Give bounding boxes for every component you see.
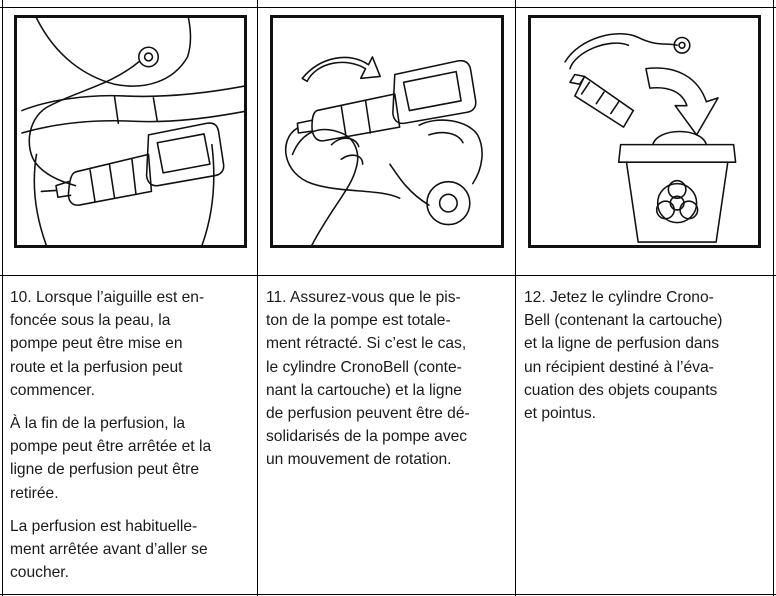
table-border-top — [0, 7, 776, 8]
pump-on-abdomen-illustration — [14, 15, 247, 248]
step-12-paragraph-1: 12. Jetez le cylindre Crono- Bell (contenant la cartouche) et la ligne de perfusion dans un récipient destiné à l’éva- cuation des objets coupants et pointus. — [524, 289, 723, 423]
table-border-left — [2, 0, 3, 596]
detach-cylinder-rotation-illustration — [270, 15, 504, 248]
step-10-paragraph-3: La perfusion est habituelle- ment arrêtée avant d’aller se coucher. — [10, 517, 208, 582]
column-divider-1 — [257, 0, 258, 596]
step-10-caption — [10, 286, 254, 594]
column-divider-2 — [515, 0, 516, 596]
step-10-paragraph-1: 10. Lorsque l’aiguille est en- foncée sous la peau, la pompe peut être mise en route et la perfusion peut commencer. — [10, 289, 205, 399]
step-12-caption — [524, 286, 770, 435]
step-11-paragraph-1: 11. Assurez-vous que le pis- ton de la pompe est totale- ment rétracté. Si c’est le cas, le cylindre CronoBell (conte- nant la cartouche) et la ligne de perfusion peuvent être dé- solidarisés de la pompe avec un mouvement de rotation. — [266, 289, 470, 469]
step-11-caption — [266, 286, 512, 482]
table-border-right — [773, 0, 774, 596]
row-divider — [0, 275, 776, 276]
step-10-paragraph-2: À la fin de la perfusion, la pompe peut être arrêtée et la ligne de perfusion peut être retirée. — [10, 415, 212, 502]
biohazard-disposal-illustration — [528, 15, 761, 248]
